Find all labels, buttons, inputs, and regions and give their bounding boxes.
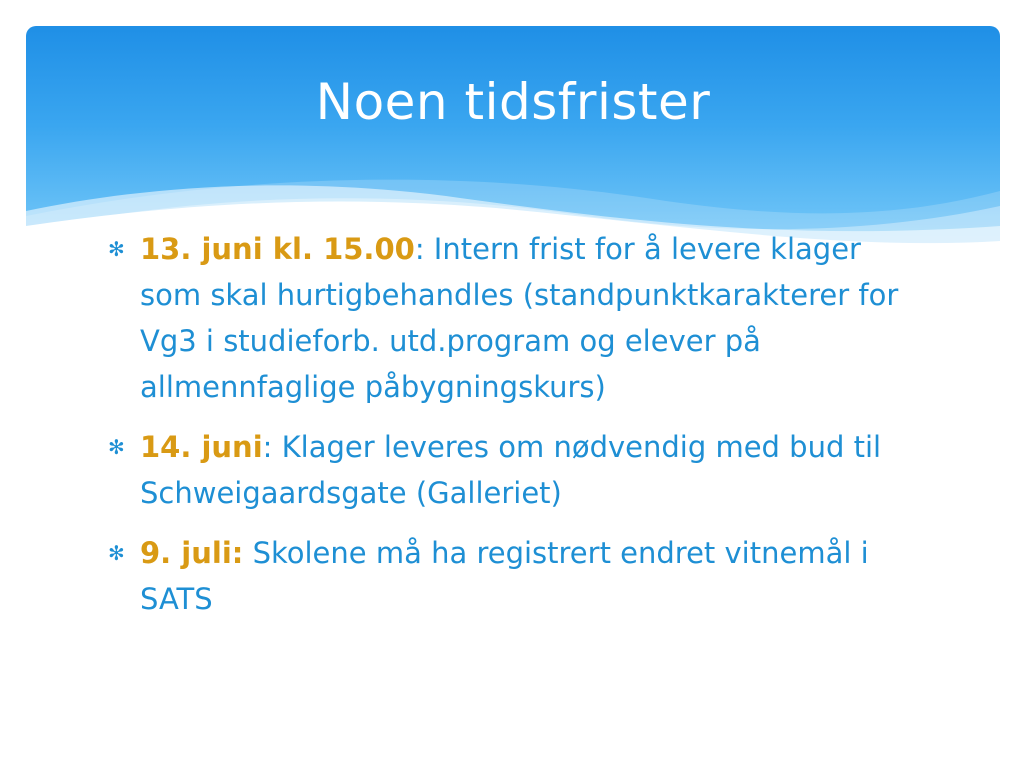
bullet-date: 9. juli — [140, 536, 232, 570]
bullet-item — [108, 530, 928, 622]
asterisk-bullet-icon: ✻ — [108, 237, 125, 261]
bullet-item — [108, 226, 928, 410]
bullet-item — [108, 424, 928, 516]
bullet-separator: : — [414, 232, 425, 266]
bullet-date: 13. juni kl. 15.00 — [140, 232, 415, 266]
slide-title: Noen tidsfrister — [315, 73, 711, 131]
bullet-text: Klager leveres om nødvendig med bud til Schweigaardsgate (Galleriet) — [140, 430, 882, 510]
bullet-separator: : — [262, 430, 273, 464]
bullet-list — [108, 226, 928, 636]
bullet-text: Skolene må ha registrert endret vitnemål i SATS — [140, 536, 869, 616]
asterisk-bullet-icon: ✻ — [108, 435, 125, 459]
bullet-separator: : — [231, 536, 244, 570]
bullet-date: 14. juni — [140, 430, 263, 464]
bullet-text: Intern frist for å levere klager som skal hurtigbehandles (standpunktkarakterer for Vg3 i studieforb. utd.program og elever på allmennfaglige påbygningskurs) — [140, 232, 899, 404]
asterisk-bullet-icon: ✻ — [108, 541, 125, 565]
